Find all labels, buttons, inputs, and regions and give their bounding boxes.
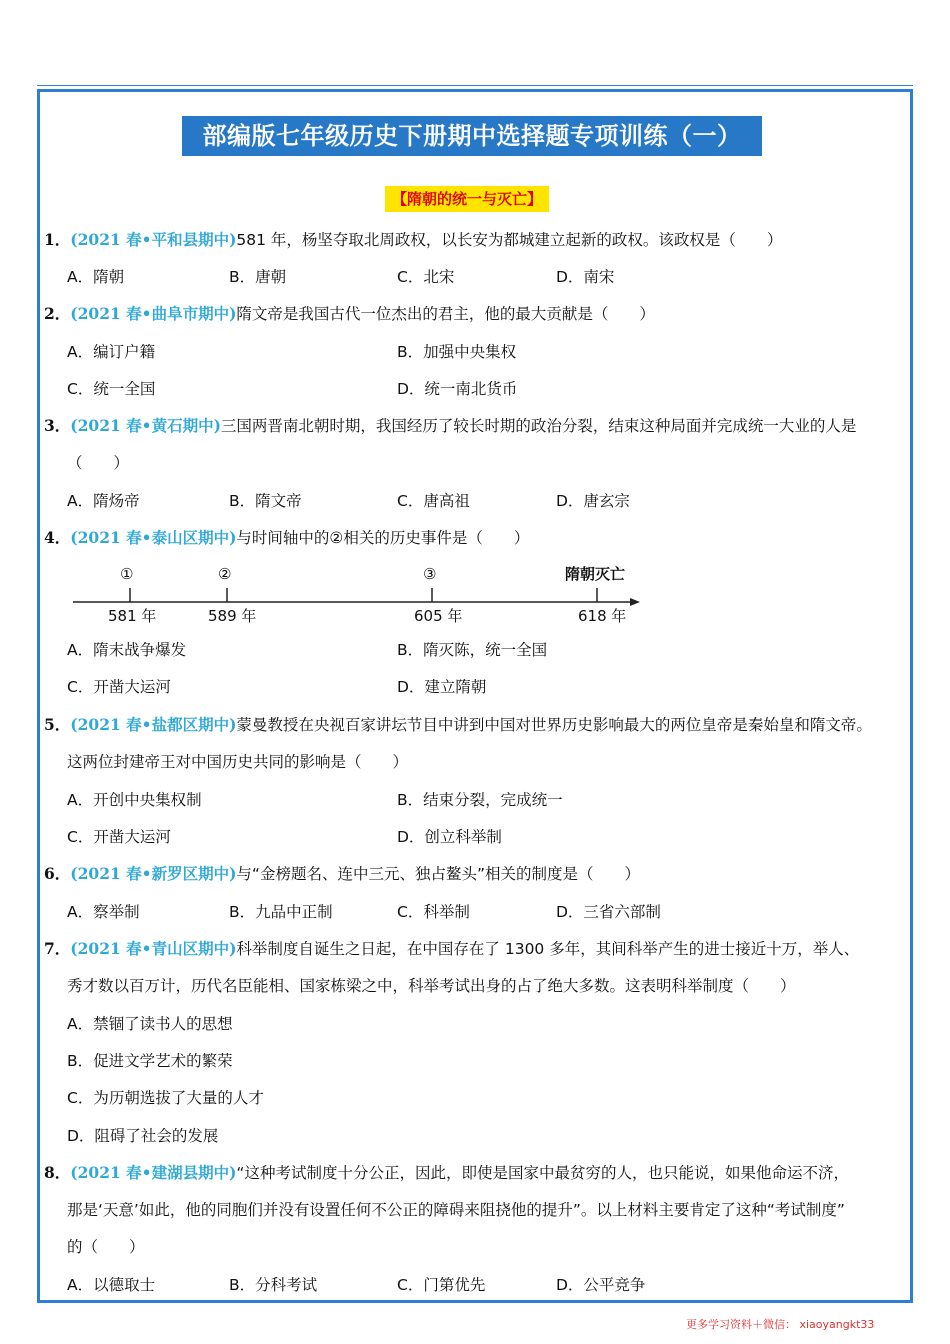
q4-option-d: D．建立隋朝 <box>397 678 487 696</box>
q2-option-b: B．加强中央集权 <box>397 343 517 361</box>
q7-option-d: D．阻碍了社会的发展 <box>67 1127 219 1145</box>
q7-option-a: A．禁锢了读书人的思想 <box>67 1015 233 1033</box>
page-title: 部编版七年级历史下册期中选择题专项训练（一） <box>182 116 762 156</box>
q4-option-c: C．开凿大运河 <box>67 678 171 696</box>
q1-option-c: C．北宋 <box>397 268 455 286</box>
question-5: 5．(2021 春•盐都区期中)蒙曼教授在央视百家讲坛节目中讲到中国对世界历史影响最大的两位皇帝是秦始皇和隋文帝。 <box>44 715 872 734</box>
timeline-marker-1: ① <box>120 565 134 583</box>
question-8: 8．(2021 春•建湖县期中)“这种考试制度十分公正，因此，即使是国家中最贫穷的人，也只能说，如果他命运不济， <box>44 1163 849 1182</box>
q8-option-c: C．门第优先 <box>397 1276 486 1294</box>
q2-option-d: D．统一南北货币 <box>397 380 518 398</box>
question-2: 2．(2021 春•曲阜市期中)隋文帝是我国古代一位杰出的君主，他的最大贡献是（ ） <box>44 304 655 323</box>
question-1: 1．(2021 春•平和县期中)581 年，杨坚夺取北周政权，以长安为都城建立起新的政权。该政权是（ ） <box>44 230 783 249</box>
question-5-continued: 这两位封建帝王对中国历史共同的影响是（ ） <box>67 753 409 771</box>
question-8-continued-2: 的（ ） <box>67 1238 145 1256</box>
q4-option-a: A．隋末战争爆发 <box>67 641 187 659</box>
q3-option-b: B．隋文帝 <box>229 492 302 510</box>
q7-option-c: C．为历朝选拔了大量的人才 <box>67 1089 264 1107</box>
question-8-continued: 那是‘天意’如此，他的同胞们并没有设置任何不公正的障碍来阻挠他的提升”。以上材料主要肯定了这种“考试制度” <box>67 1201 845 1219</box>
timeline-year-589: 589 年 <box>208 607 257 625</box>
q5-option-c: C．开凿大运河 <box>67 828 171 846</box>
section-heading: 【隋朝的统一与灭亡】 <box>385 186 549 212</box>
timeline-year-581: 581 年 <box>108 607 157 625</box>
top-rule <box>37 85 913 86</box>
question-7-continued: 秀才数以百万计，历代名臣能相、国家栋梁之中，科举考试出身的占了绝大多数。这表明科举制度（ ） <box>67 977 796 995</box>
q7-option-b: B．促进文学艺术的繁荣 <box>67 1052 233 1070</box>
q4-option-b: B．隋灭陈，统一全国 <box>397 641 548 659</box>
q3-option-c: C．唐高祖 <box>397 492 470 510</box>
q1-option-d: D．南宋 <box>556 268 615 286</box>
question-3: 3．(2021 春•黄石期中)三国两晋南北朝时期，我国经历了较长时期的政治分裂，结束这种局面并完成统一大业的人是 <box>44 416 857 435</box>
q3-option-a: A．隋炀帝 <box>67 492 140 510</box>
q2-option-a: A．编订户籍 <box>67 343 156 361</box>
q6-option-c: C．科举制 <box>397 903 470 921</box>
q8-option-b: B．分科考试 <box>229 1276 318 1294</box>
q8-option-a: A．以德取士 <box>67 1276 156 1294</box>
timeline-year-618: 618 年 <box>578 607 627 625</box>
question-4: 4．(2021 春•泰山区期中)与时间轴中的②相关的历史事件是（ ） <box>44 528 530 547</box>
footer-note: 更多学习资料＋微信： xiaoyangkt33 <box>686 1318 875 1331</box>
timeline-arrow <box>630 598 640 606</box>
timeline-marker-end: 隋朝灭亡 <box>565 565 626 583</box>
timeline-marker-3: ③ <box>423 565 437 583</box>
q5-option-b: B．结束分裂，完成统一 <box>397 791 563 809</box>
q5-option-d: D．创立科举制 <box>397 828 502 846</box>
q3-option-d: D．唐玄宗 <box>556 492 630 510</box>
q1-option-a: A．隋朝 <box>67 268 125 286</box>
question-7: 7．(2021 春•青山区期中)科举制度自诞生之日起，在中国存在了 1300 多年，其间科举产生的进士接近十万，举人、 <box>44 939 860 958</box>
timeline-year-605: 605 年 <box>414 607 463 625</box>
q5-option-a: A．开创中央集权制 <box>67 791 202 809</box>
question-3-continued: （ ） <box>67 454 130 472</box>
q6-option-a: A．察举制 <box>67 903 140 921</box>
q6-option-b: B．九品中正制 <box>229 903 333 921</box>
q6-option-d: D．三省六部制 <box>556 903 661 921</box>
q2-option-c: C．统一全国 <box>67 380 156 398</box>
q8-option-d: D．公平竞争 <box>556 1276 646 1294</box>
question-6: 6．(2021 春•新罗区期中)与“金榜题名、连中三元、独占鳌头”相关的制度是（ ） <box>44 864 640 883</box>
q1-option-b: B．唐朝 <box>229 268 287 286</box>
timeline-marker-2: ② <box>218 565 232 583</box>
